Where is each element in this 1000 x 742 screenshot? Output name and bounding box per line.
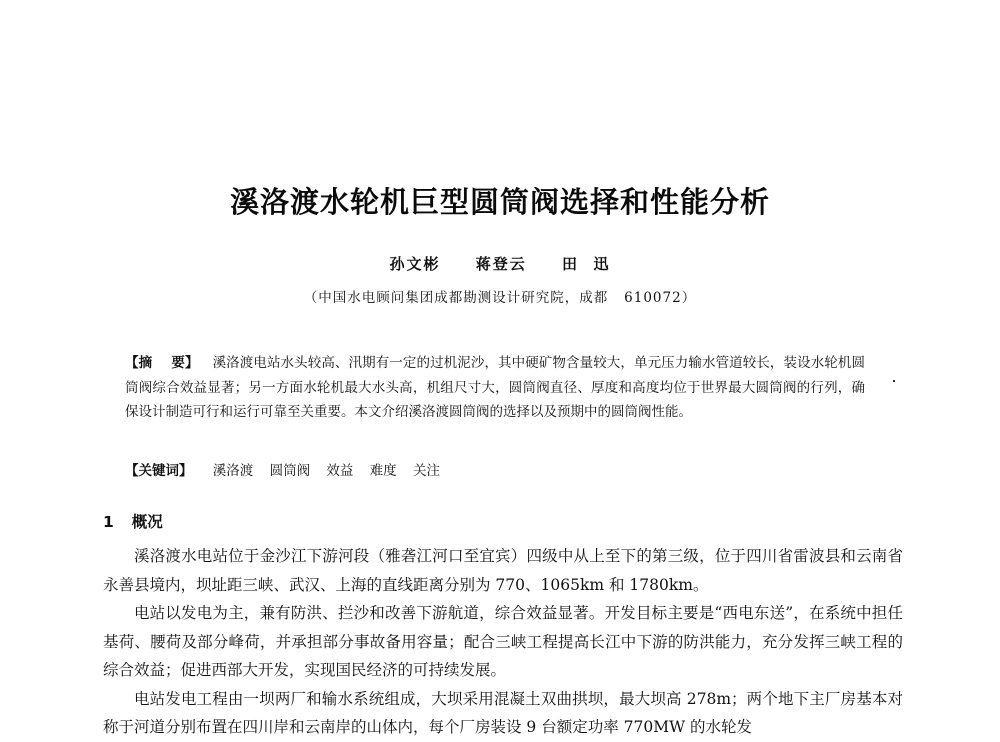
keywords-block [125, 459, 865, 479]
keyword: 效益 [326, 463, 354, 479]
body-paragraph: 电站发电工程由一坝两厂和输水系统组成，大坝采用混凝土双曲拱坝，最大坝高 278m；两个地下主厂房基本对称于河道分别布置在四川岸和云南岸的山体内，每个厂房装设 9 台额定功率 770MW 的水轮发 [103, 689, 903, 736]
author-name: 蒋登云 [475, 255, 527, 273]
section-title: 概况 [131, 513, 163, 531]
author-list [0, 253, 1000, 274]
paper-title: 溪洛渡水轮机巨型圆筒阀选择和性能分析 [229, 185, 770, 219]
author-affiliation: （中国水电顾问集团成都勘测设计研究院，成都 610072） [303, 290, 697, 306]
abstract-label: 【摘 要】 [125, 355, 199, 371]
section-number: 1 [103, 513, 114, 531]
keyword: 溪洛渡 [212, 463, 254, 479]
keyword: 圆筒阀 [269, 463, 311, 479]
scan-speck [893, 380, 895, 382]
body-paragraph: 电站以发电为主，兼有防洪、拦沙和改善下游航道，综合效益显著。开发目标主要是“西电东送”，在系统中担任基荷、腰荷及部分峰荷，并承担部分事故备用容量；配合三峡工程提高长江中下游的防洪能力，充分发挥三峡工程的综合效益；促进西部大开发，实现国民经济的可持续发展。 [103, 604, 903, 679]
author-name: 孙文彬 [389, 255, 441, 273]
body-paragraph: 溪洛渡水电站位于金沙江下游河段（雅砻江河口至宜宾）四级中从上至下的第三级，位于四川省雷波县和云南省永善县境内，坝址距三峡、武汉、上海的直线距离分别为 770、1065km 和 1780km。 [103, 547, 903, 594]
keywords-label: 【关键词】 [125, 463, 193, 479]
author-name: 田 迅 [562, 255, 611, 273]
abstract-block [125, 351, 865, 425]
keyword: 关注 [412, 463, 440, 479]
section-heading [103, 510, 163, 532]
body-text [103, 542, 903, 742]
keyword: 难度 [369, 463, 397, 479]
abstract-text: 溪洛渡电站水头较高、汛期有一定的过机泥沙，其中硬矿物含量较大，单元压力输水管道较长，装设水轮机圆筒阀综合效益显著；另一方面水轮机最大水头高，机组尺寸大，圆筒阀直径、厚度和高度均位于世界最大圆筒阀的行列，确保设计制造可行和运行可靠至关重要。本文介绍溪洛渡圆筒阀的选择以及预期中的圆筒阀性能。 [125, 355, 865, 420]
